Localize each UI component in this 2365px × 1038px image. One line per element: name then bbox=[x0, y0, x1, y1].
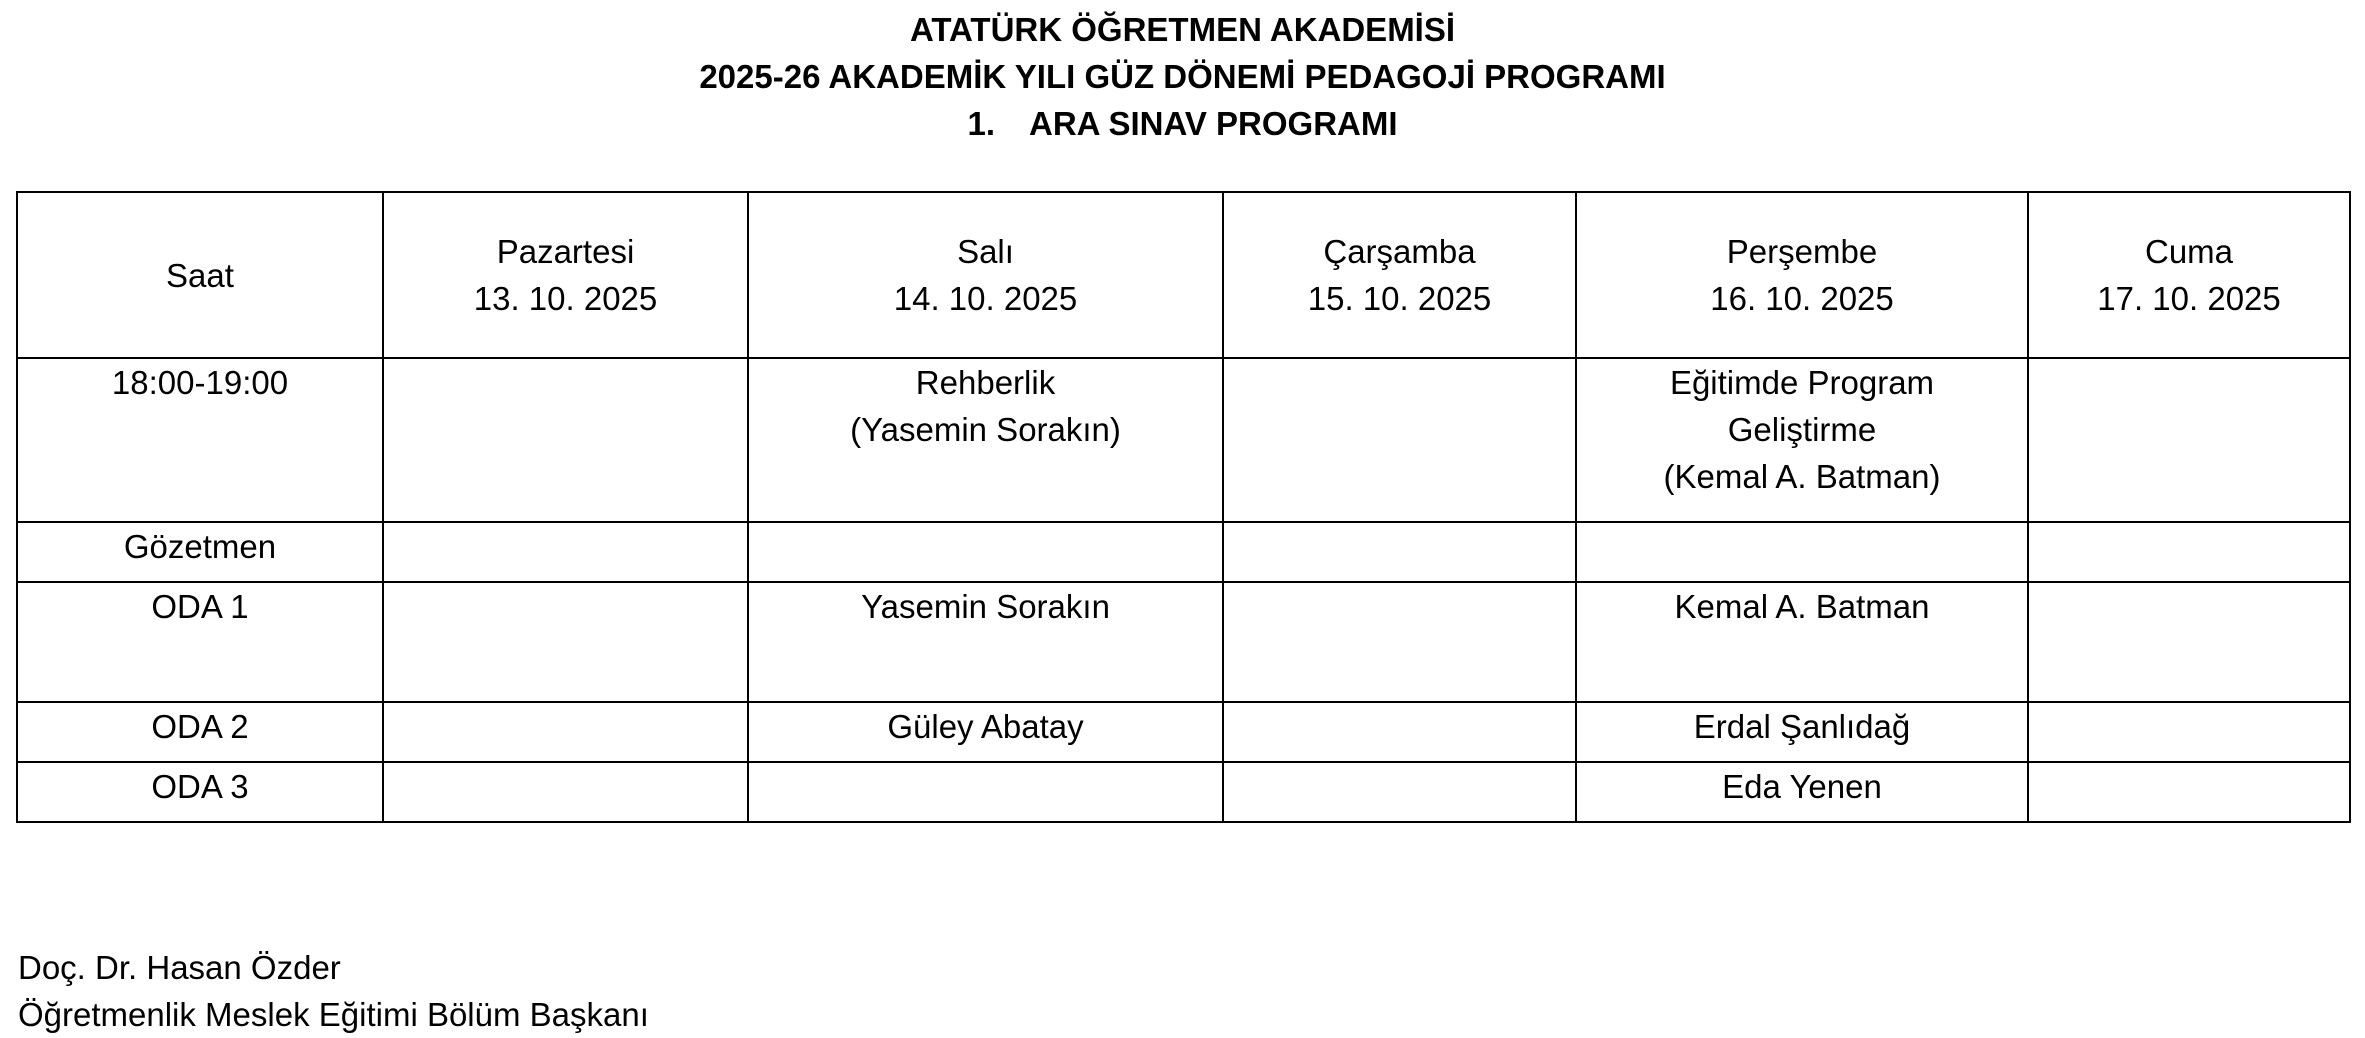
cell-friday bbox=[2028, 582, 2350, 702]
column-header-date: 16. 10. 2025 bbox=[1710, 280, 1894, 317]
signatory-title: Öğretmenlik Meslek Eğitimi Bölüm Başkanı bbox=[18, 996, 649, 1033]
table-row-room-3 bbox=[17, 762, 2350, 822]
column-header-date: 13. 10. 2025 bbox=[473, 280, 658, 317]
column-header-carsamba bbox=[1223, 192, 1576, 358]
column-header-date: 15. 10. 2025 bbox=[1307, 280, 1492, 317]
cell-empty bbox=[1576, 522, 2028, 582]
room-label: ODA 1 bbox=[17, 582, 383, 702]
signature-block bbox=[18, 944, 649, 1038]
column-header-label: Pazartesi bbox=[496, 233, 635, 270]
column-header-saat bbox=[17, 192, 383, 358]
signatory-name: Doç. Dr. Hasan Özder bbox=[18, 949, 341, 986]
room-label: ODA 2 bbox=[17, 702, 383, 762]
column-header-sali bbox=[748, 192, 1223, 358]
cell-monday bbox=[383, 582, 748, 702]
column-header-label: Cuma bbox=[2144, 233, 2234, 270]
cell-empty bbox=[2028, 522, 2350, 582]
table-header-row bbox=[17, 192, 2350, 358]
cell-empty bbox=[383, 522, 748, 582]
cell-tuesday-proctor: Güley Abatay bbox=[748, 702, 1223, 762]
column-header-label: Salı bbox=[957, 233, 1014, 270]
exam-course-line1: Eğitimde Program bbox=[1669, 364, 1935, 401]
table-row-time-slot bbox=[17, 358, 2350, 522]
table-row-room-2 bbox=[17, 702, 2350, 762]
cell-friday bbox=[2028, 762, 2350, 822]
column-header-pazartesi bbox=[383, 192, 748, 358]
cell-wednesday bbox=[1223, 582, 1576, 702]
program-title: 2025-26 AKADEMİK YILI GÜZ DÖNEMİ PEDAGOJİ PROGRAMI bbox=[699, 58, 1666, 95]
exam-schedule-table bbox=[16, 191, 2351, 823]
cell-thursday-proctor: Eda Yenen bbox=[1576, 762, 2028, 822]
time-slot-label: 18:00-19:00 bbox=[17, 358, 383, 522]
column-header-date: 14. 10. 2025 bbox=[893, 280, 1078, 317]
column-header-label: Saat bbox=[166, 256, 234, 294]
cell-thursday-proctor: Erdal Şanlıdağ bbox=[1576, 702, 2028, 762]
cell-wednesday bbox=[1223, 358, 1576, 522]
cell-friday bbox=[2028, 702, 2350, 762]
cell-empty bbox=[1223, 522, 1576, 582]
cell-tuesday-exam bbox=[748, 358, 1223, 522]
table-row-room-1 bbox=[17, 582, 2350, 702]
exam-course-line2: Geliştirme bbox=[1727, 411, 1877, 448]
cell-thursday-proctor: Kemal A. Batman bbox=[1576, 582, 2028, 702]
exam-number: 1. bbox=[967, 105, 995, 142]
column-header-persembe bbox=[1576, 192, 2028, 358]
exam-course: Rehberlik bbox=[915, 364, 1056, 401]
cell-friday bbox=[2028, 358, 2350, 522]
cell-monday bbox=[383, 762, 748, 822]
cell-tuesday-proctor bbox=[748, 762, 1223, 822]
cell-tuesday-proctor: Yasemin Sorakın bbox=[748, 582, 1223, 702]
cell-monday bbox=[383, 358, 748, 522]
column-header-label: Perşembe bbox=[1726, 233, 1878, 270]
table-row-proctor bbox=[17, 522, 2350, 582]
column-header-label: Çarşamba bbox=[1323, 233, 1476, 270]
cell-monday bbox=[383, 702, 748, 762]
cell-wednesday bbox=[1223, 762, 1576, 822]
exam-instructor: (Yasemin Sorakın) bbox=[850, 411, 1121, 448]
document-header bbox=[0, 6, 2365, 147]
room-label: ODA 3 bbox=[17, 762, 383, 822]
column-header-cuma bbox=[2028, 192, 2350, 358]
column-header-date: 17. 10. 2025 bbox=[2097, 280, 2281, 317]
cell-wednesday bbox=[1223, 702, 1576, 762]
cell-thursday-exam bbox=[1576, 358, 2028, 522]
exam-title-text: ARA SINAV PROGRAMI bbox=[1029, 105, 1398, 142]
exam-title bbox=[0, 100, 2365, 147]
exam-instructor: (Kemal A. Batman) bbox=[1663, 458, 1941, 495]
proctor-label: Gözetmen bbox=[17, 522, 383, 582]
institution-title: ATATÜRK ÖĞRETMEN AKADEMİSİ bbox=[909, 11, 1456, 48]
cell-empty bbox=[748, 522, 1223, 582]
